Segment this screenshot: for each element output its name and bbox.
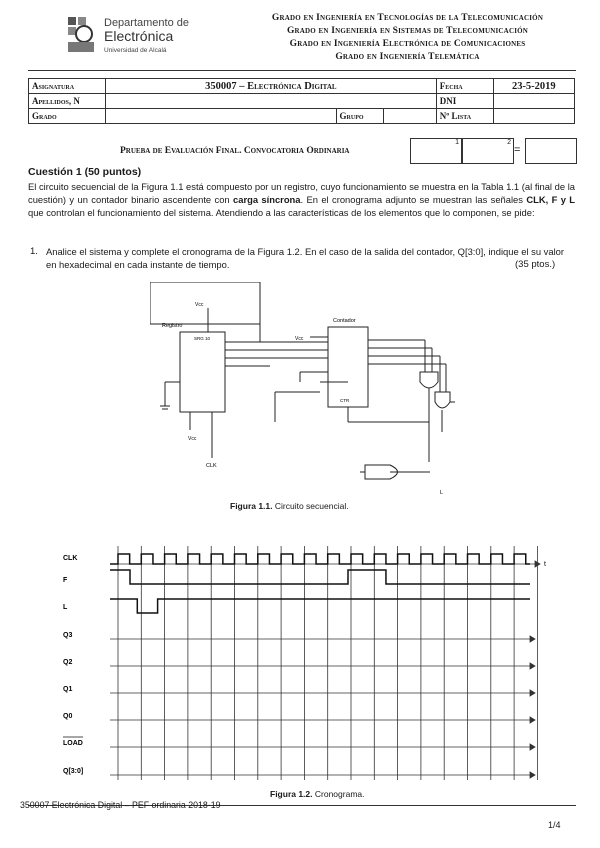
signal-label: Q0 bbox=[63, 713, 73, 720]
row-arrow-icon bbox=[530, 636, 535, 642]
degree-3: Grado en Ingeniería Electrónica de Comunicaciones bbox=[289, 39, 526, 49]
footer-page-number: 1/4 bbox=[548, 820, 561, 830]
lista-label: Nº Lista bbox=[436, 109, 493, 124]
figure2-caption-label: Figura 1.2. bbox=[270, 789, 313, 799]
counter-label: Contador bbox=[333, 318, 356, 324]
exam-title: Prueba de Evaluación Final. Convocatoria Ordinaria bbox=[120, 146, 350, 156]
feedback-loop-wire bbox=[150, 282, 260, 324]
item-text: Analice el sistema y complete el cronograma de la Figura 1.2. En el caso de la salida del contador, Q[3:0], indique el su valor en hexadecimal en cada instante de tiempo. bbox=[46, 246, 564, 270]
signal-label: Q[3:0] bbox=[63, 768, 84, 775]
or-gate bbox=[420, 372, 438, 388]
clk-input-label: CLK bbox=[206, 463, 217, 469]
signal-label: Q2 bbox=[63, 659, 73, 666]
intro-part-c: que controlan el funcionamiento del sistema. Atendiendo a las características de los elementos que lo componen, se pide: bbox=[28, 206, 535, 218]
department-logo bbox=[66, 14, 201, 56]
intro-bold-1: carga síncrona bbox=[233, 193, 301, 205]
lista-field[interactable] bbox=[493, 109, 574, 124]
asignatura-label: Asignatura bbox=[29, 79, 106, 94]
question-intro bbox=[28, 181, 575, 219]
score-box-1[interactable] bbox=[410, 138, 462, 164]
vcc-top-label: Vcc bbox=[195, 302, 204, 308]
score-equals: = bbox=[514, 144, 521, 156]
figure1-caption bbox=[230, 501, 349, 511]
student-info-table bbox=[28, 78, 575, 124]
signal-label: LOAD bbox=[63, 740, 83, 747]
signal-label: Q1 bbox=[63, 686, 73, 693]
university-name: Universidad de Alcalá bbox=[104, 47, 167, 54]
row-arrow-icon bbox=[530, 663, 535, 669]
header-divider bbox=[28, 70, 576, 71]
grado-field[interactable] bbox=[105, 109, 336, 124]
grado-label: Grado bbox=[29, 109, 106, 124]
register-label: Registro bbox=[162, 323, 183, 329]
circuit-diagram bbox=[150, 282, 470, 497]
question-title: Cuestión 1 (50 puntos) bbox=[28, 166, 142, 178]
figure2-caption-text: Cronograma. bbox=[312, 789, 365, 799]
figure1-caption-label: Figura 1.1. bbox=[230, 501, 273, 511]
l-input-label: L bbox=[440, 490, 444, 496]
intro-bold-2: CLK, F y L bbox=[526, 193, 576, 205]
and-gate bbox=[435, 392, 450, 408]
f-wave bbox=[110, 570, 530, 584]
row-arrow-icon bbox=[530, 772, 535, 778]
degree-2: Grado en Ingeniería en Sistemas de Telecomunicación bbox=[286, 26, 529, 36]
intro-part-a: El circuito secuencial de la Figura 1.1 está compuesto por un registro, cuyo funcionamiento se muestra en la Tabla 1.1 (al final de la cuestión) y un contador binario ascendente con bbox=[28, 181, 575, 205]
register-block bbox=[180, 332, 225, 412]
fecha-value: 23-5-2019 bbox=[493, 79, 574, 94]
row-arrow-icon bbox=[530, 690, 535, 696]
counter-block bbox=[328, 327, 368, 407]
degree-4: Grado en Ingeniería Telemática bbox=[335, 52, 480, 62]
score-box-2[interactable] bbox=[462, 138, 514, 164]
time-axis-label: t bbox=[544, 561, 546, 568]
clk-wave bbox=[110, 554, 530, 564]
apellidos-label: Apellidos, N bbox=[29, 94, 106, 109]
intro-part-b: . En el cronograma adjunto se muestran las señales bbox=[300, 193, 527, 205]
grupo-label: Grupo bbox=[336, 109, 384, 124]
signal-label: F bbox=[63, 577, 68, 584]
apellidos-field[interactable] bbox=[105, 94, 436, 109]
footer-course: 350007 Electrónica Digital – PEF ordinaria 2018-19 bbox=[20, 800, 221, 810]
item-points: (35 ptos.) bbox=[515, 259, 556, 270]
register-srg-label: SRG 10 bbox=[194, 336, 211, 341]
score-box-1-label: 1 bbox=[455, 139, 459, 146]
figure2-caption bbox=[270, 789, 364, 799]
row-arrow-icon bbox=[530, 744, 535, 750]
counter-ctr-label: CTR bbox=[340, 398, 350, 403]
l-wave bbox=[110, 599, 530, 613]
dni-field[interactable] bbox=[493, 94, 574, 109]
signal-label: Q3 bbox=[63, 632, 73, 639]
signal-label: L bbox=[63, 604, 68, 611]
dni-label: DNI bbox=[436, 94, 493, 109]
chronogram bbox=[25, 518, 585, 790]
score-total-box[interactable] bbox=[525, 138, 577, 164]
grupo-field[interactable] bbox=[384, 109, 436, 124]
score-box-2-label: 2 bbox=[507, 139, 511, 146]
fecha-label: Fecha bbox=[436, 79, 493, 94]
figure1-caption-text: Circuito secuencial. bbox=[272, 501, 349, 511]
degree-1: Grado en Ingeniería en Tecnologías de la Telecomunicación bbox=[271, 13, 544, 23]
dept-line2: Electrónica bbox=[104, 28, 174, 44]
asignatura-value: 350007 – Electrónica Digital bbox=[105, 79, 436, 94]
degree-list bbox=[230, 12, 585, 64]
vcc-counter-label: Vcc bbox=[295, 336, 304, 342]
item-number: 1. bbox=[30, 246, 38, 257]
dept-line1: Departamento de bbox=[104, 17, 189, 29]
vcc-bottom-label: Vcc bbox=[188, 436, 197, 442]
row-arrow-icon bbox=[530, 717, 535, 723]
signal-label: CLK bbox=[63, 555, 78, 562]
